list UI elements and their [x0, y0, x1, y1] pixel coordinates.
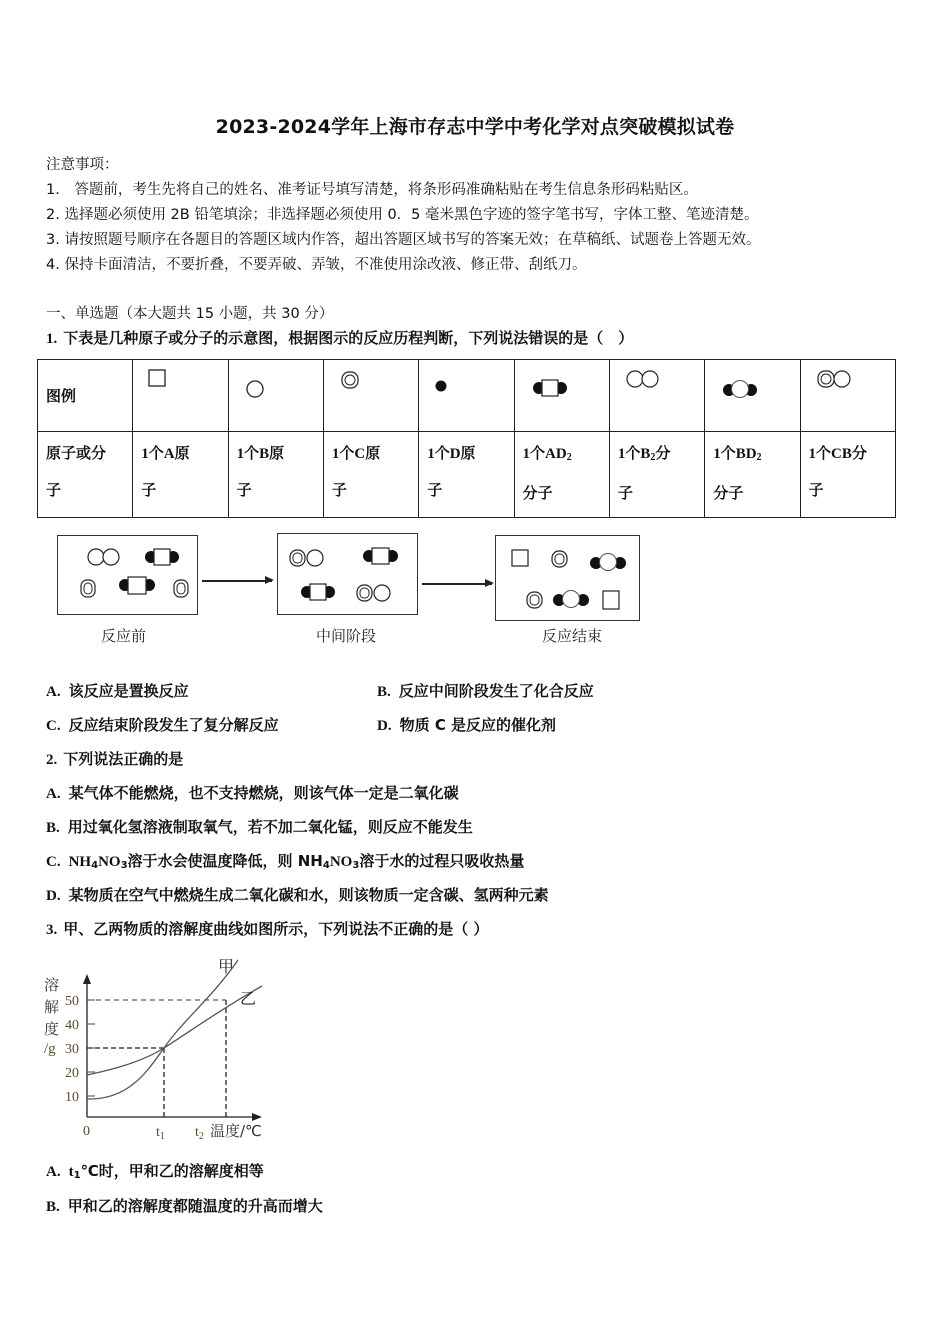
svg-text:解: 解	[44, 998, 60, 1016]
svg-text:度: 度	[44, 1020, 60, 1038]
reaction-arrow-2	[422, 583, 492, 585]
filled-dot-atom-d-icon	[419, 360, 514, 432]
q2-option-b[interactable]: B. 用过氧化氢溶液制取氧气，若不加二氧化锰，则反应不能发生	[46, 818, 473, 836]
solubility-chart	[30, 950, 310, 1150]
cb-molecule-icon	[800, 360, 895, 432]
stage-after-molecules	[496, 536, 641, 622]
curve-yi	[87, 986, 262, 1075]
q1-option-b[interactable]: B. 反应中间阶段发生了化合反应	[377, 682, 594, 700]
stage-middle-box	[277, 533, 418, 615]
page-title: 2023-2024学年上海市存志中学中考化学对点突破模拟试卷	[215, 116, 735, 138]
stage-label-middle: 中间阶段	[316, 627, 377, 645]
q3-option-a[interactable]: A. $t_1℃$时，甲和乙的溶解度相等	[46, 1162, 264, 1181]
legend-cell: 1个D原 子	[419, 432, 514, 518]
q1-option-a[interactable]: A. 该反应是置换反应	[46, 682, 189, 700]
svg-text:t1: $t_1$	[156, 1125, 165, 1142]
legend-cell: 1个B原 子	[228, 432, 323, 518]
question-1-stem: 1. 下表是几种原子或分子的示意图，根据图示的反应历程判断，下列说法错误的是（ ）	[46, 329, 634, 347]
notice-item: 2. 选择题必须使用 2B 铅笔填涂；非选择题必须使用 0．5 毫米黑色字迹的签字笔书写，字体工整、笔迹清楚。	[46, 207, 759, 223]
stage-before-molecules	[58, 536, 199, 616]
double-ring-atom-c-icon	[323, 360, 418, 432]
svg-text:0: 0	[83, 1124, 90, 1139]
notice-item: 4. 保持卡面清洁，不要折叠，不要弄破、弄皱，不准使用涂改液、修正带、刮纸刀。	[46, 257, 587, 273]
notice-item: 3. 请按照题号顺序在各题目的答题区域内作答，超出答题区域书写的答案无效；在草稿纸、试题卷上答题无效。	[46, 232, 761, 248]
legend-cell: 1个A原 子	[133, 432, 228, 518]
svg-text:/g: /g	[44, 1041, 56, 1057]
stage-middle-molecules	[278, 534, 419, 616]
reaction-arrow-1	[202, 580, 272, 582]
question-2-stem: 2. 下列说法正确的是	[46, 750, 184, 768]
q1-option-c[interactable]: C. 反应结束阶段发生了复分解反应	[46, 716, 279, 734]
bd2-molecule-icon	[705, 360, 800, 432]
question-3-stem: 3. 甲、乙两物质的溶解度曲线如图所示，下列说法不正确的是（ ）	[46, 920, 489, 938]
b2-molecule-icon	[609, 360, 704, 432]
y-tick-20: 20	[65, 1066, 79, 1081]
legend-row-header: 原子或分 子	[38, 432, 133, 518]
y-tick-30: 30	[65, 1042, 79, 1057]
curve-jia	[87, 960, 238, 1099]
legend-cell: 1个CB分 子	[800, 432, 895, 518]
q2-option-c[interactable]: C. $NH_4NO_3$溶于水会使温度降低，则 $NH_4NO_3$溶于水的过程只吸收热量	[46, 852, 525, 871]
svg-text:温度/℃: 温度/℃	[210, 1122, 262, 1140]
legend-header: 图例	[38, 360, 133, 432]
svg-text:溶: 溶	[44, 976, 60, 994]
q1-option-d[interactable]: D. 物质 C 是反应的催化剂	[377, 716, 557, 734]
stage-before-box	[57, 535, 198, 615]
square-atom-a-icon	[133, 360, 228, 432]
legend-cell: 1个$BD_2$ 分子	[705, 432, 800, 518]
y-tick-40: 40	[65, 1018, 79, 1033]
legend-cell: 1个$AD_2$ 分子	[514, 432, 609, 518]
notice-item: 1. 答题前，考生先将自己的姓名、准考证号填写清楚，将条形码准确粘贴在考生信息条形码粘贴区。	[46, 182, 698, 198]
q2-option-d[interactable]: D. 某物质在空气中燃烧生成二氧化碳和水，则该物质一定含碳、氢两种元素	[46, 886, 549, 904]
legend-table	[37, 359, 896, 518]
stage-label-before: 反应前	[101, 627, 147, 645]
svg-text:t2: $t_2$	[195, 1125, 204, 1142]
legend-cell: 1个$B_2$分 子	[609, 432, 704, 518]
section-heading: 一、单选题（本大题共 15 小题，共 30 分）	[46, 306, 334, 322]
legend-cell: 1个C原 子	[323, 432, 418, 518]
series-label-jia: 甲	[218, 957, 235, 976]
notice-heading: 注意事项：	[46, 157, 119, 173]
q2-option-a[interactable]: A. 某气体不能燃烧，也不支持燃烧，则该气体一定是二氧化碳	[46, 784, 459, 802]
y-tick-10: 10	[65, 1090, 79, 1105]
question-number: 1.	[46, 331, 58, 347]
stage-after-box	[495, 535, 640, 621]
series-label-yi: 乙	[240, 989, 257, 1008]
stage-label-after: 反应结束	[542, 627, 603, 645]
q3-option-b[interactable]: B. 甲和乙的溶解度都随温度的升高而增大	[46, 1197, 323, 1215]
ad2-molecule-icon	[514, 360, 609, 432]
y-tick-50: 50	[65, 994, 79, 1009]
circle-atom-b-icon	[228, 360, 323, 432]
